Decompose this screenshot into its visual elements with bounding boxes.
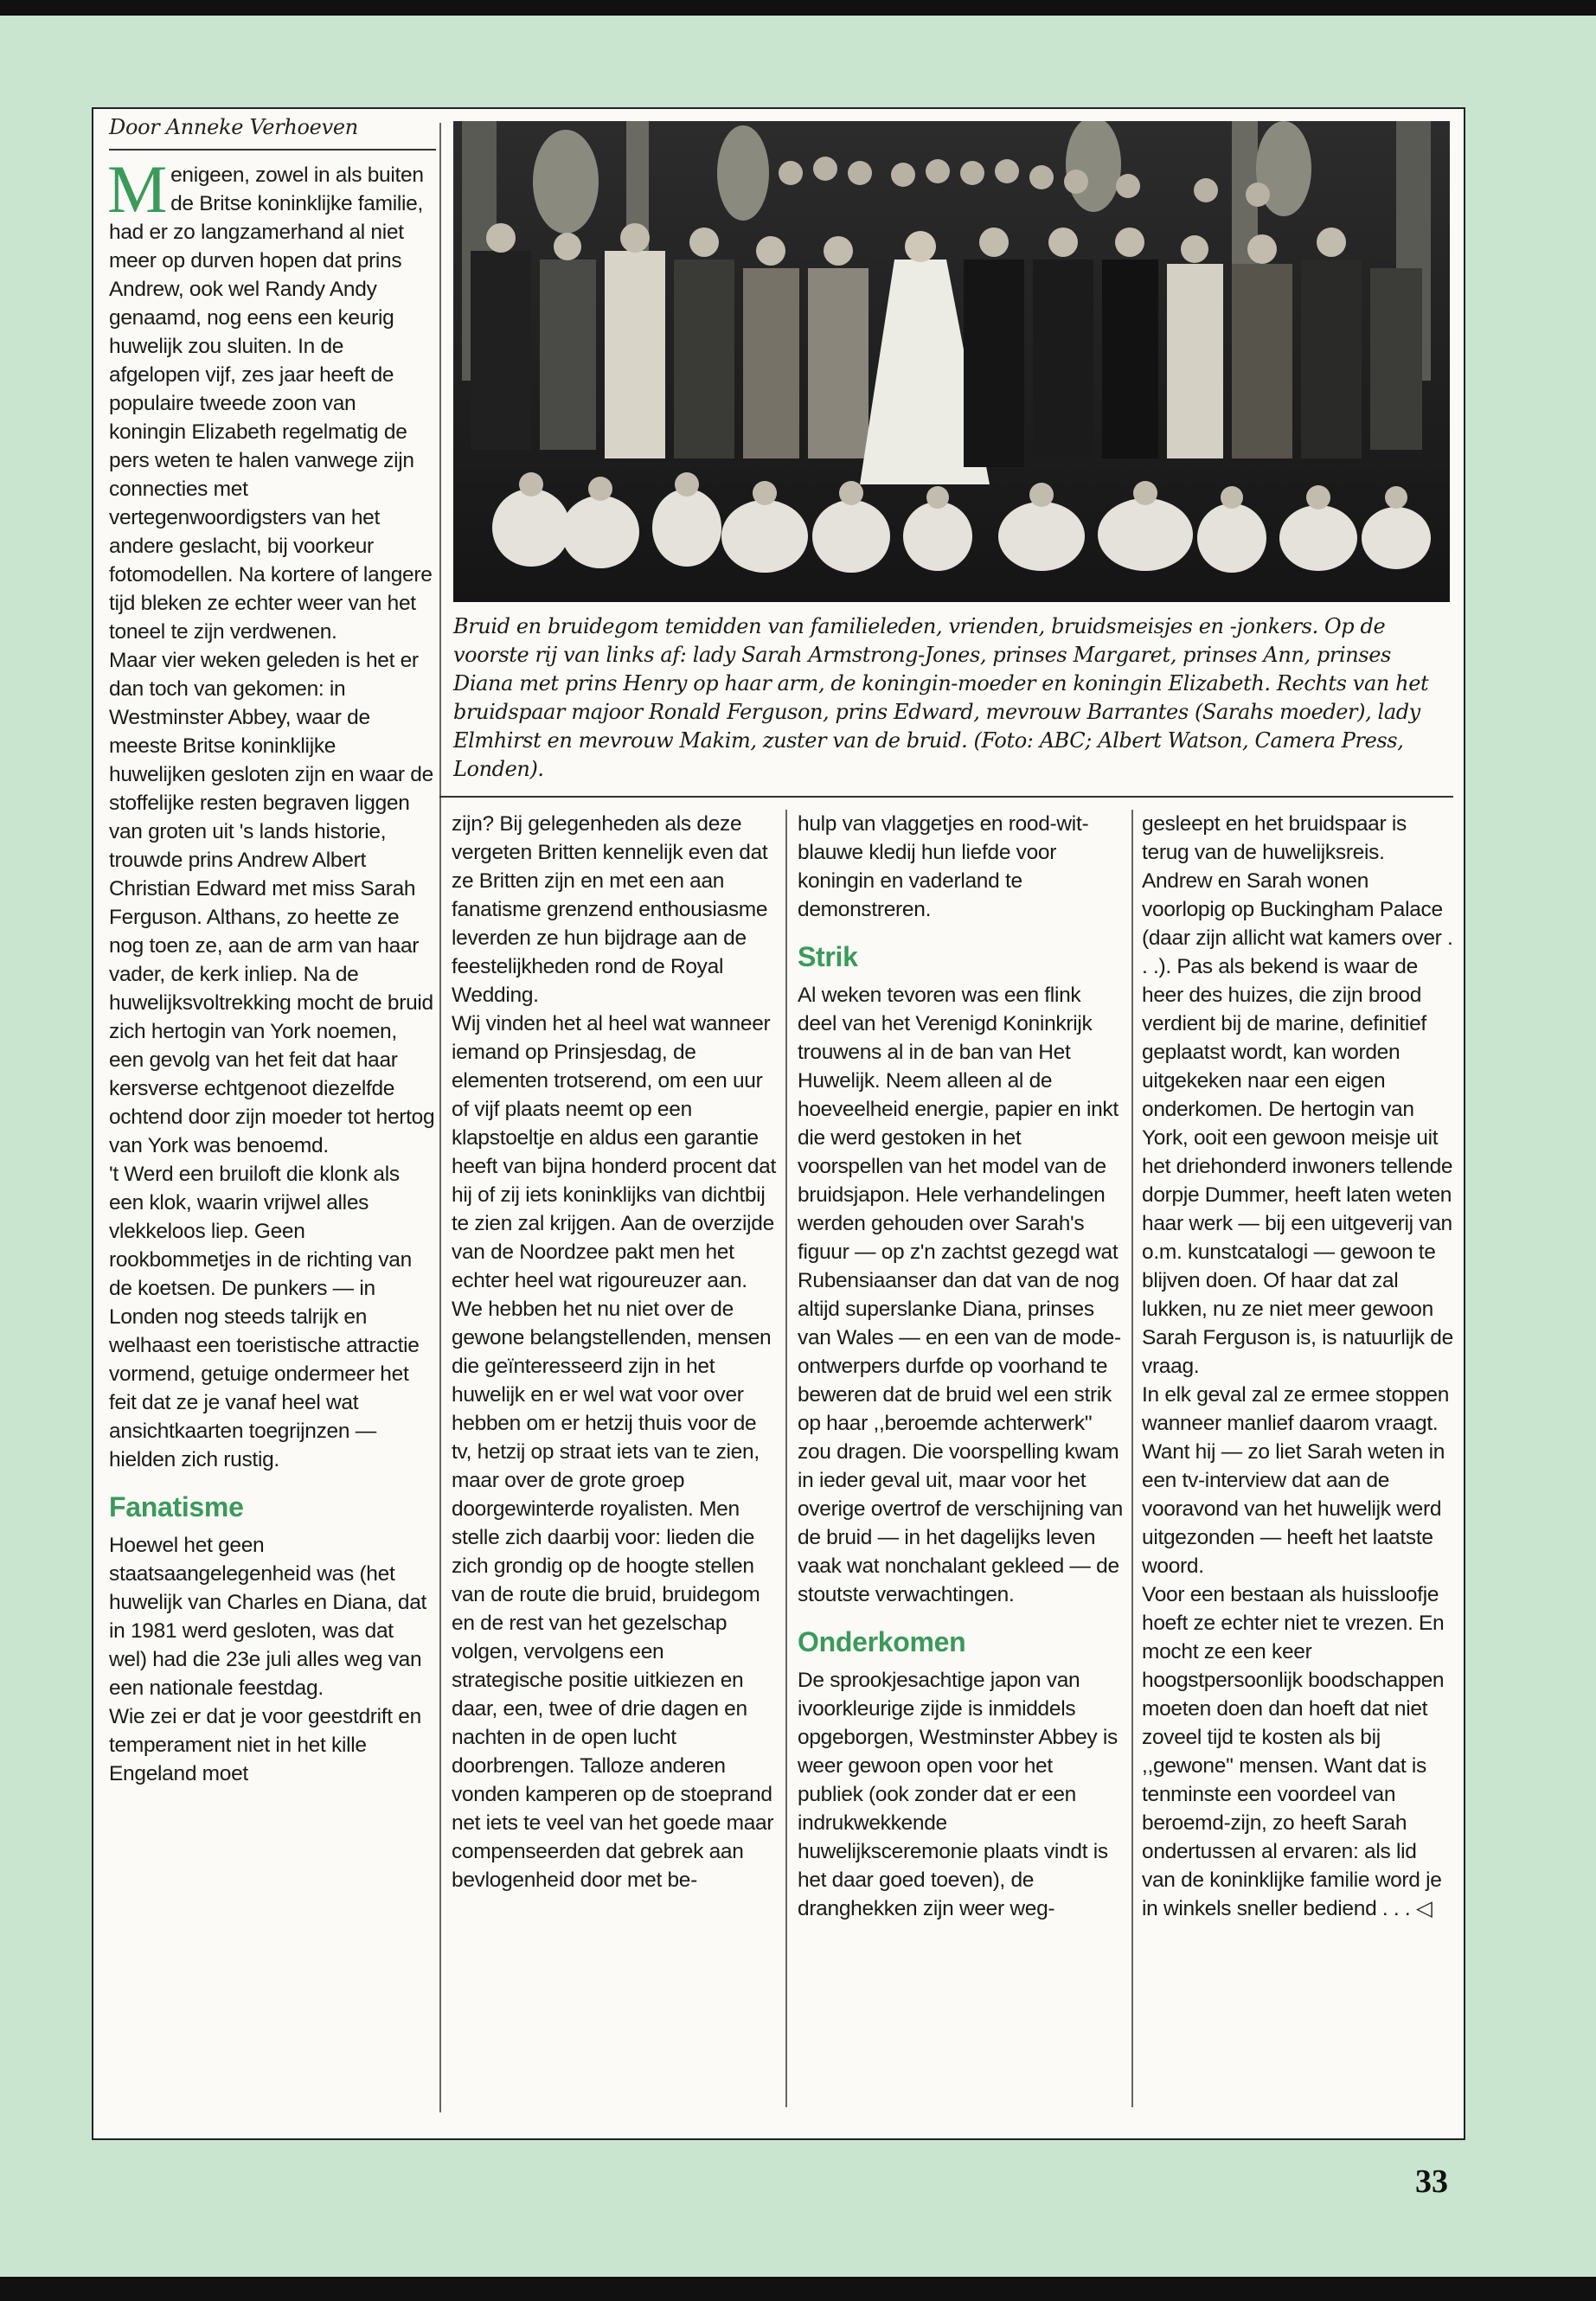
column-4 xyxy=(1142,810,1455,1923)
byline: Door Anneke Verhoeven xyxy=(109,114,436,151)
paragraph: 't Werd een bruiloft die klonk als een klok, waarin vrijwel alles vlekkeloos liep. Geen rookbommetjes in de richting van de koetsen. De punkers — in Londen nog steeds talrijk en welhaast een toeristische attractie vormend, getuige ondermeer het feit dat ze je vanaf heel wat ansichtkaarten toegrijnzen — hielden zich rustig. xyxy=(109,1163,420,1471)
paragraph: Maar vier weken geleden is het er dan toch van gekomen: in Westminster Abbey, waar de meeste Britse koninklijke huwelijken gesloten zijn en waar de stoffelijke resten begraven liggen van groten uit 's lands historie, trouwde prins Andrew Albert Christian Edward met miss Sarah Ferguson. Althans, zo heette ze nog toen ze, aan de arm van haar vader, de kerk inliep. Na de huwelijksvoltrekking mocht de bruid zich hertogin van York noemen, een gevolg van het feit dat haar kersverse echtgenoot diezelfde ochtend door zijn moeder tot hertog van York was benoemd. xyxy=(109,649,435,1157)
magazine-page xyxy=(92,107,1465,2140)
paragraph: We hebben het nu niet over de gewone belangstellenden, mensen die geïnteresseerd zijn in het huwelijk en er wel wat voor over hebben om er hetzij thuis voor de tv, hetzij op straat iets van te zien, maar over de grote groep doorgewinterde royalisten. Men stelle zich daarbij voor: lieden die zich grondig op de hoogte stellen van de route die bruid, bruidegom en de rest van het gezelschap volgen, vervolgens een strategische positie uitkiezen en daar, een, twee of drie dagen en nachten in de open lucht doorbrengen. Talloze anderen vonden kamperen op de stoeprand net iets te veel van het goede maar compenseerden dat gebrek aan bevlogenheid door met be- xyxy=(452,1298,774,1892)
paragraph: Wie zei er dat je voor geestdrift en temperament niet in het kille Engeland moet xyxy=(109,1705,421,1785)
paragraph: De sprookjesachtige japon van ivoorkleurige zijde is inmiddels opgeborgen, Westminster Abbey is weer gewoon open voor het publiek (ook zonder dat er een indrukwekkende huwelijksceremonie plaats vindt is het daar goed toeven), de dranghekken zijn weer weg- xyxy=(798,1669,1118,1920)
scan-bottom-border xyxy=(0,2277,1596,2301)
intro-paragraph xyxy=(107,151,436,646)
paragraph: Al weken tevoren was een flink deel van het Verenigd Koninkrijk trouwens al in de ban van Het Huwelijk. Neem alleen al de hoeveelheid energie, papier en inkt die werd gestoken in het voorspellen van het model van de bruidsjapon. Hele verhandelingen werden gehouden over Sarah's figuur — op z'n zachtst gezegd wat Rubensiaanser dan dat van de nog altijd superslanke Diana, prinses van Wales — en een van de mode-ontwerpers durfde op voorhand te beweren dat de bruid wel een strik op haar ,,beroemde achterwerk'' zou dragen. Die voorspelling kwam in ieder geval uit, maar voor het overige overtrof de verschijning van de bruid — in het dagelijks leven vaak wat nonchalant gekleed — de stoutste verwachtingen. xyxy=(798,984,1123,1606)
column-divider xyxy=(1131,810,1133,2107)
column-1 xyxy=(109,114,436,1788)
end-mark-icon: ◁ xyxy=(1415,1897,1433,1920)
photo-caption: Bruid en bruidegom temidden van familieleden, vrienden, bruidsmeisjes en -jonkers. Op de voorste rij van links af: lady Sarah Armstrong-Jones, prinses Margaret, prinses Ann, prinses Diana met prins Henry op haar arm, de koningin-moeder en koningin Elizabeth. Rechts van het bruidspaar majoor Ronald Ferguson, prins Edward, mevrouw Barrantes (Sarahs moeder), lady Elmhirst en mevrouw Makim, zuster van de bruid. (Foto: ABC; Albert Watson, Camera Press, Londen). xyxy=(453,614,1429,781)
paragraph: gesleept en het bruidspaar is terug van de huwelijksreis. xyxy=(1142,812,1407,864)
photo-image xyxy=(453,121,1450,602)
section-heading-fanatisme: Fanatisme xyxy=(109,1491,244,1522)
paragraph: Wij vinden het al heel wat wanneer iemand op Prinsjesdag, de elementen trotserend, om een uur of vijf plaats neemt op een klapstoeltje en aldus een garantie heeft van bijna honderd procent dat hij of zij iets koninklijks van dichtbij te zien zal krijgen. Aan de overzijde van de Noordzee pakt men het echter heel wat rigoureuzer aan. xyxy=(452,1012,776,1292)
paragraph xyxy=(1142,1580,1455,1923)
section-heading-strik: Strik xyxy=(798,941,858,972)
section-heading-onderkomen: Onderkomen xyxy=(798,1626,966,1657)
column-divider xyxy=(785,810,787,2107)
paragraph: Hoewel het geen staatsaangelegenheid was (het huwelijk van Charles en Diana, dat in 1981 werd gesloten, was dat wel) had die 23e juli alles weg van een nationale feestdag. xyxy=(109,1534,427,1700)
final-paragraph-text: Voor een bestaan als huissloofje hoeft ze echter niet te vrezen. En mocht ze een keer hoogstpersoonlijk boodschappen moeten doen dan hoeft dat niet zoveel tijd te kosten als bij ,,gewone'' mensen. Want dat is tenminste een voordeel van beroemd-zijn, zo heeft Sarah ondertussen al ervaren: als lid van de koninklijke familie word je in winkels sneller bediend . . . xyxy=(1142,1583,1445,1920)
paragraph: Andrew en Sarah wonen voorlopig op Buckingham Palace (daar zijn allicht wat kamers over . . .). Pas als bekend is waar de heer des huizes, die zijn brood verdient bij de marine, definitief geplaatst wordt, kan worden uitgekeken naar een eigen onderkomen. De hertogin van York, ooit een gewoon meisje uit het driehonderd inwoners tellende dorpje Dummer, heeft laten weten haar werk — bij een uitgeverij van o.m. kunstcatalogi — gewoon te blijven doen. Of haar dat zal lukken, nu ze niet meer gewoon Sarah Ferguson is, is natuurlijk de vraag. xyxy=(1142,869,1453,1378)
drop-cap: M xyxy=(107,151,168,227)
intro-text: enigeen, zowel in als buiten de Britse koninklijke familie, had er zo langzamerhand al niet meer op durven hopen dat prins Andrew, ook wel Randy Andy genaamd, nog eens een keurig huwelijk zou sluiten. In de afgelopen vijf, zes jaar heeft de populaire tweede zoon van koningin Elizabeth regelmatig de pers weten te halen vanwege zijn connecties met vertegenwoordigsters van het andere geslacht, bij voorkeur fotomodellen. Na kortere of langere tijd bleken ze echter weer van het toneel te zijn verdwenen. xyxy=(109,163,433,644)
paragraph: In elk geval zal ze ermee stoppen wanneer manlief daarom vraagt. Want hij — zo liet Sarah weten in een tv-interview dat aan de vooravond van het huwelijk werd uitgezonden — heeft het laatste woord. xyxy=(1142,1383,1450,1578)
column-divider xyxy=(439,123,441,2112)
paragraph: hulp van vlaggetjes en rood-wit-blauwe kledij hun liefde voor koningin en vaderland te demonstreren. xyxy=(798,812,1089,921)
caption-rule xyxy=(439,796,1453,798)
wedding-group-photo xyxy=(453,121,1450,602)
column-3 xyxy=(798,810,1123,1923)
scan-top-border xyxy=(0,0,1596,16)
page-number: 33 xyxy=(1415,2163,1448,2200)
paragraph: zijn? Bij gelegenheden als deze vergeten Britten kennelijk even dat ze Britten zijn en met een aan fanatisme grenzend enthousiasme leverden ze hun bijdrage aan de feestelijkheden rond de Royal Wedding. xyxy=(452,812,768,1007)
column-2 xyxy=(452,810,777,1894)
